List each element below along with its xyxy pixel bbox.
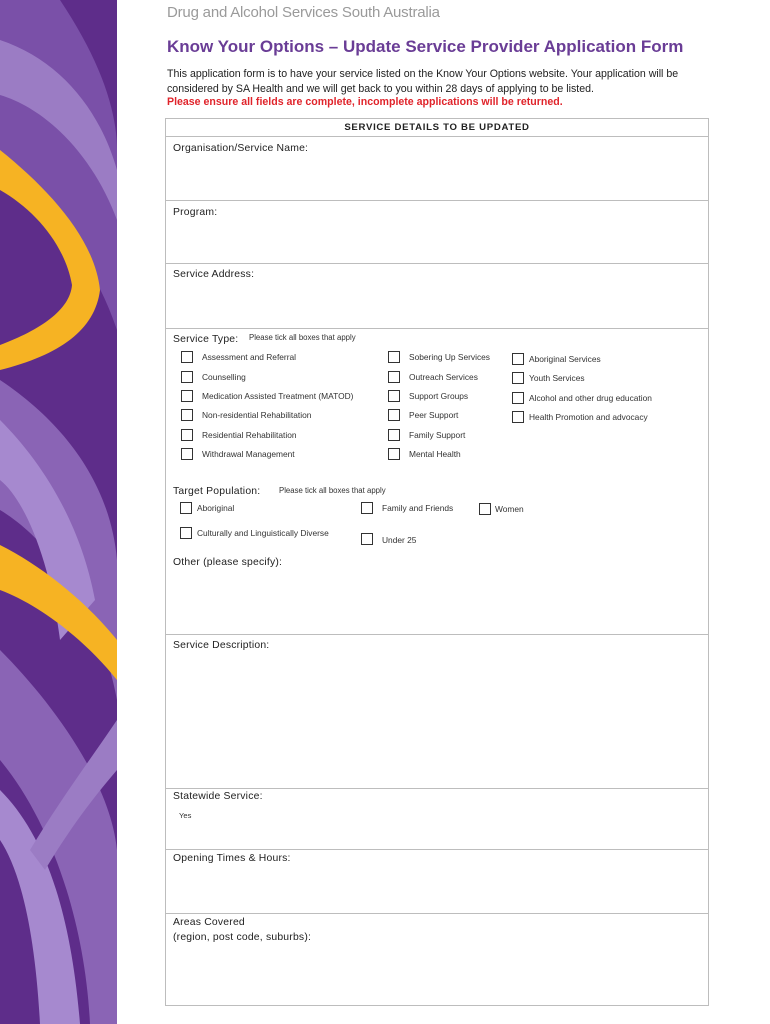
intro-text: This application form is to have your service listed on the Know Your Options website. Your application will be considered by SA Health and we will get back to you within 28 days of applying to be listed.: [167, 68, 679, 95]
program-label: Program:: [173, 207, 218, 218]
service-type-section: [166, 329, 708, 635]
section-header: SERVICE DETAILS TO BE UPDATED: [166, 119, 708, 137]
statewide-service-value: Yes: [179, 811, 192, 820]
checkbox-aod-education[interactable]: Alcohol and other drug education: [512, 392, 652, 404]
checkbox-target-cald[interactable]: Culturally and Linguistically Diverse: [180, 527, 329, 539]
program-field[interactable]: [166, 201, 708, 264]
other-specify-label: Other (please specify):: [173, 557, 283, 568]
checkbox-health-promotion[interactable]: Health Promotion and advocacy: [512, 411, 648, 423]
organisation-header: Drug and Alcohol Services South Australia: [167, 4, 440, 21]
warning-text: Please ensure all fields are complete, incomplete applications will be returned.: [167, 96, 563, 108]
checkbox-assessment-referral[interactable]: Assessment and Referral: [181, 351, 296, 363]
checkbox-residential-rehab[interactable]: Residential Rehabilitation: [181, 429, 297, 441]
target-population-hint: Please tick all boxes that apply: [279, 486, 386, 495]
checkbox-sobering-up[interactable]: Sobering Up Services: [388, 351, 490, 363]
service-address-field[interactable]: [166, 264, 708, 329]
service-type-label: Service Type:: [173, 334, 239, 345]
statewide-service-label: Statewide Service:: [173, 791, 263, 802]
checkbox-target-women[interactable]: Women: [479, 503, 524, 515]
areas-covered-sublabel: (region, post code, suburbs):: [173, 932, 312, 943]
service-address-label: Service Address:: [173, 269, 255, 280]
application-form: [165, 118, 709, 1006]
opening-times-label: Opening Times & Hours:: [173, 853, 291, 864]
checkbox-target-aboriginal[interactable]: Aboriginal: [180, 502, 234, 514]
checkbox-counselling[interactable]: Counselling: [181, 371, 246, 383]
checkbox-target-family-friends[interactable]: Family and Friends: [361, 502, 453, 514]
checkbox-aboriginal-services[interactable]: Aboriginal Services: [512, 353, 601, 365]
service-description-label: Service Description:: [173, 640, 270, 651]
decorative-ribbon-band: [0, 0, 117, 1024]
checkbox-peer-support[interactable]: Peer Support: [388, 409, 458, 421]
checkbox-non-residential-rehab[interactable]: Non-residential Rehabilitation: [181, 409, 311, 421]
checkbox-matod[interactable]: Medication Assisted Treatment (MATOD): [181, 390, 353, 402]
org-service-name-label: Organisation/Service Name:: [173, 143, 309, 154]
page-title: Know Your Options – Update Service Provider Application Form: [167, 37, 684, 56]
checkbox-mental-health[interactable]: Mental Health: [388, 448, 461, 460]
target-population-label: Target Population:: [173, 486, 261, 497]
checkbox-withdrawal-management[interactable]: Withdrawal Management: [181, 448, 295, 460]
statewide-service-field[interactable]: [166, 789, 708, 850]
org-service-name-field[interactable]: [166, 137, 708, 201]
service-description-field[interactable]: [166, 635, 708, 789]
checkbox-family-support[interactable]: Family Support: [388, 429, 465, 441]
checkbox-support-groups[interactable]: Support Groups: [388, 390, 468, 402]
checkbox-outreach[interactable]: Outreach Services: [388, 371, 478, 383]
areas-covered-label: Areas Covered: [173, 917, 245, 928]
opening-times-field[interactable]: [166, 850, 708, 914]
service-type-hint: Please tick all boxes that apply: [249, 333, 356, 342]
areas-covered-field[interactable]: [166, 914, 708, 1005]
checkbox-youth-services[interactable]: Youth Services: [512, 372, 585, 384]
checkbox-target-under-25[interactable]: Under 25: [361, 527, 416, 545]
